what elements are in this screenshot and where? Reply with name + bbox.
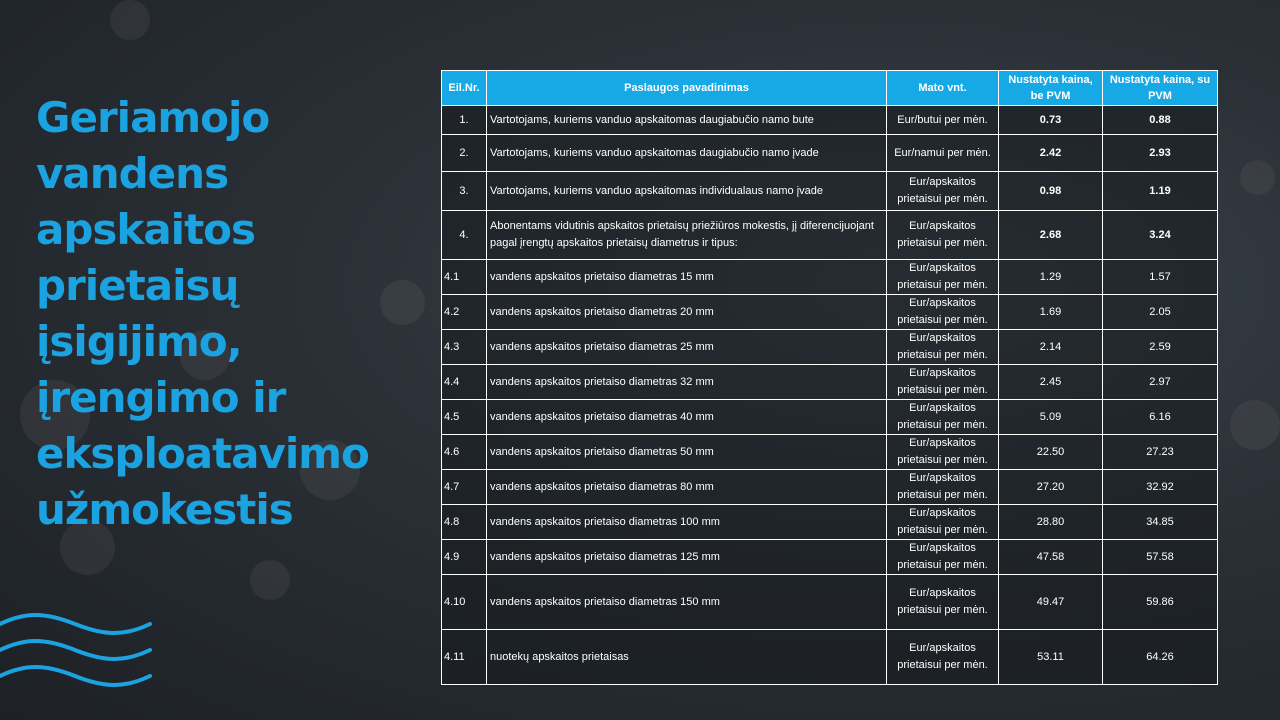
table-row (442, 330, 1218, 365)
price-with-vat-cell: 2.05 (1103, 295, 1218, 330)
row-number-cell: 4.4 (442, 365, 487, 400)
table-row (442, 575, 1218, 630)
price-with-vat-cell: 2.59 (1103, 330, 1218, 365)
row-number-cell: 4.2 (442, 295, 487, 330)
row-number-cell: 4.5 (442, 400, 487, 435)
unit-cell: Eur/namui per mėn. (887, 135, 999, 172)
price-without-vat-cell: 1.29 (999, 260, 1103, 295)
unit-cell: Eur/apskaitos prietaisui per mėn. (887, 295, 999, 330)
price-without-vat-cell: 22.50 (999, 435, 1103, 470)
service-name-cell: vandens apskaitos prietaiso diametras 150 mm (487, 575, 887, 630)
service-name-cell: vandens apskaitos prietaiso diametras 80 mm (487, 470, 887, 505)
price-without-vat-cell: 2.68 (999, 211, 1103, 260)
price-without-vat-cell: 0.73 (999, 106, 1103, 135)
table-row (442, 295, 1218, 330)
price-with-vat-cell: 34.85 (1103, 505, 1218, 540)
price-without-vat-cell: 47.58 (999, 540, 1103, 575)
price-with-vat-cell: 1.57 (1103, 260, 1218, 295)
row-number-cell: 3. (442, 172, 487, 211)
unit-cell: Eur/apskaitos prietaisui per mėn. (887, 470, 999, 505)
service-name-cell: vandens apskaitos prietaiso diametras 15 mm (487, 260, 887, 295)
row-number-cell: 4.11 (442, 630, 487, 685)
table-row (442, 106, 1218, 135)
table-row (442, 630, 1218, 685)
unit-cell: Eur/apskaitos prietaisui per mėn. (887, 330, 999, 365)
price-without-vat-cell: 2.45 (999, 365, 1103, 400)
price-with-vat-cell: 59.86 (1103, 575, 1218, 630)
price-with-vat-cell: 57.58 (1103, 540, 1218, 575)
table-row (442, 172, 1218, 211)
row-number-cell: 4.3 (442, 330, 487, 365)
table-row (442, 435, 1218, 470)
row-number-cell: 4.10 (442, 575, 487, 630)
row-number-cell: 4.7 (442, 470, 487, 505)
header-price-with-vat: Nustatyta kaina, su PVM (1103, 71, 1218, 106)
table-row (442, 260, 1218, 295)
price-without-vat-cell: 49.47 (999, 575, 1103, 630)
price-with-vat-cell: 2.97 (1103, 365, 1218, 400)
service-name-cell: Vartotojams, kuriems vanduo apskaitomas individualaus namo įvade (487, 172, 887, 211)
unit-cell: Eur/apskaitos prietaisui per mėn. (887, 575, 999, 630)
price-table (441, 70, 1218, 685)
price-with-vat-cell: 64.26 (1103, 630, 1218, 685)
unit-cell: Eur/apskaitos prietaisui per mėn. (887, 540, 999, 575)
row-number-cell: 4.1 (442, 260, 487, 295)
service-name-cell: vandens apskaitos prietaiso diametras 100 mm (487, 505, 887, 540)
header-nr: Eil.Nr. (442, 71, 487, 106)
table-header-row (442, 71, 1218, 106)
price-without-vat-cell: 2.14 (999, 330, 1103, 365)
table-row (442, 135, 1218, 172)
service-name-cell: vandens apskaitos prietaiso diametras 40 mm (487, 400, 887, 435)
price-without-vat-cell: 2.42 (999, 135, 1103, 172)
price-without-vat-cell: 1.69 (999, 295, 1103, 330)
price-with-vat-cell: 1.19 (1103, 172, 1218, 211)
unit-cell: Eur/butui per mėn. (887, 106, 999, 135)
service-name-cell: Vartotojams, kuriems vanduo apskaitomas daugiabučio namo įvade (487, 135, 887, 172)
row-number-cell: 4.8 (442, 505, 487, 540)
price-with-vat-cell: 0.88 (1103, 106, 1218, 135)
price-with-vat-cell: 32.92 (1103, 470, 1218, 505)
unit-cell: Eur/apskaitos prietaisui per mėn. (887, 260, 999, 295)
price-without-vat-cell: 0.98 (999, 172, 1103, 211)
unit-cell: Eur/apskaitos prietaisui per mėn. (887, 400, 999, 435)
price-with-vat-cell: 27.23 (1103, 435, 1218, 470)
waves-icon (0, 612, 160, 692)
service-name-cell: Abonentams vidutinis apskaitos prietaisų priežiūros mokestis, jį diferencijuojant pagal įrengtų apskaitos prietaisų diametrus ir tipus: (487, 211, 887, 260)
unit-cell: Eur/apskaitos prietaisui per mėn. (887, 630, 999, 685)
service-name-cell: Vartotojams, kuriems vanduo apskaitomas daugiabučio namo bute (487, 106, 887, 135)
page-title: Geriamojo vandens apskaitos prietaisų įsigijimo, įrengimo ir eksploatavimo užmokestis (36, 93, 369, 535)
price-without-vat-cell: 28.80 (999, 505, 1103, 540)
price-without-vat-cell: 53.11 (999, 630, 1103, 685)
price-without-vat-cell: 27.20 (999, 470, 1103, 505)
header-price-without-vat: Nustatyta kaina, be PVM (999, 71, 1103, 106)
row-number-cell: 2. (442, 135, 487, 172)
table-row (442, 505, 1218, 540)
service-name-cell: vandens apskaitos prietaiso diametras 32 mm (487, 365, 887, 400)
service-name-cell: vandens apskaitos prietaiso diametras 50 mm (487, 435, 887, 470)
table-row (442, 470, 1218, 505)
header-unit: Mato vnt. (887, 71, 999, 106)
row-number-cell: 4.6 (442, 435, 487, 470)
unit-cell: Eur/apskaitos prietaisui per mėn. (887, 435, 999, 470)
unit-cell: Eur/apskaitos prietaisui per mėn. (887, 172, 999, 211)
unit-cell: Eur/apskaitos prietaisui per mėn. (887, 365, 999, 400)
price-without-vat-cell: 5.09 (999, 400, 1103, 435)
price-with-vat-cell: 2.93 (1103, 135, 1218, 172)
table-row (442, 540, 1218, 575)
table-row (442, 400, 1218, 435)
row-number-cell: 4.9 (442, 540, 487, 575)
row-number-cell: 4. (442, 211, 487, 260)
table-row (442, 365, 1218, 400)
unit-cell: Eur/apskaitos prietaisui per mėn. (887, 505, 999, 540)
service-name-cell: vandens apskaitos prietaiso diametras 20 mm (487, 295, 887, 330)
row-number-cell: 1. (442, 106, 487, 135)
table-row (442, 211, 1218, 260)
price-with-vat-cell: 6.16 (1103, 400, 1218, 435)
price-with-vat-cell: 3.24 (1103, 211, 1218, 260)
service-name-cell: vandens apskaitos prietaiso diametras 25 mm (487, 330, 887, 365)
service-name-cell: vandens apskaitos prietaiso diametras 125 mm (487, 540, 887, 575)
header-service-name: Paslaugos pavadinimas (487, 71, 887, 106)
unit-cell: Eur/apskaitos prietaisui per mėn. (887, 211, 999, 260)
service-name-cell: nuotekų apskaitos prietaisas (487, 630, 887, 685)
